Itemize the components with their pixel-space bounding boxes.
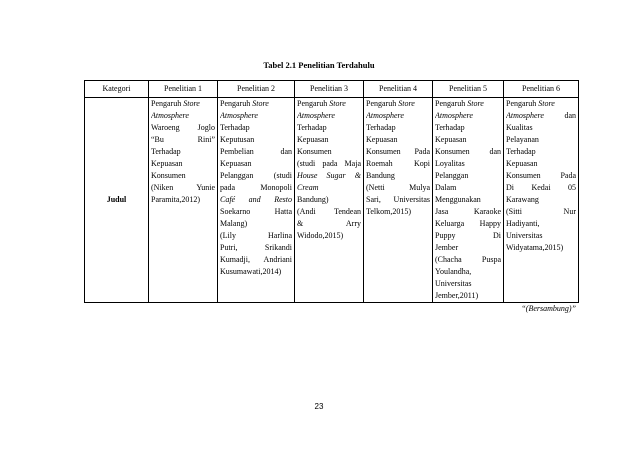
cell-line bbox=[220, 206, 292, 218]
cell-text: Konsumen bbox=[297, 147, 332, 156]
cell-penelitian-2 bbox=[218, 98, 295, 303]
cell-text: Pengaruh bbox=[220, 99, 253, 108]
cell-line bbox=[435, 254, 501, 266]
cell-text: Widodo,2015) bbox=[297, 231, 344, 240]
cell-text: House Sugar & bbox=[297, 171, 361, 180]
cell-line bbox=[366, 110, 430, 122]
cell-line bbox=[297, 194, 361, 206]
cell-line bbox=[506, 170, 576, 182]
previous-research-table bbox=[84, 80, 579, 303]
cell-line bbox=[151, 182, 215, 194]
cell-text: Waroeng Joglo bbox=[151, 123, 215, 132]
cell-text: Kualitas bbox=[506, 123, 533, 132]
cell-line bbox=[366, 194, 430, 206]
cell-line bbox=[435, 194, 501, 206]
cell-text: Pelanggan bbox=[435, 171, 469, 180]
cell-text: Di Kedai 05 bbox=[506, 183, 576, 192]
cell-text: (Andi Tendean bbox=[297, 207, 361, 216]
cell-text: Atmosphere bbox=[151, 111, 189, 120]
cell-text: (Lily Harlina bbox=[220, 231, 292, 240]
cell-penelitian-3 bbox=[295, 98, 364, 303]
cell-line bbox=[297, 146, 361, 158]
cell-text: pada Monopoli bbox=[220, 183, 292, 192]
cell-text: Pengaruh bbox=[297, 99, 330, 108]
cell-text: Konsumen Pada bbox=[506, 171, 576, 180]
cell-text: Jember bbox=[435, 243, 459, 252]
cell-line bbox=[297, 170, 361, 182]
cell-text: Universitas bbox=[435, 279, 472, 288]
cell-text: Hadiyanti, bbox=[506, 219, 540, 228]
cell-text: Terhadap bbox=[297, 123, 327, 132]
cell-line bbox=[506, 242, 576, 254]
cell-text: (Netti Mulya bbox=[366, 183, 430, 192]
cell-text: Sari, Universitas bbox=[366, 195, 430, 204]
cell-line bbox=[435, 158, 501, 170]
cell-line bbox=[220, 230, 292, 242]
table-row bbox=[85, 98, 579, 303]
cell-line bbox=[435, 218, 501, 230]
cell-line bbox=[297, 122, 361, 134]
cell-text: Youlandha, bbox=[435, 267, 472, 276]
cell-line bbox=[506, 218, 576, 230]
cell-line bbox=[151, 170, 215, 182]
cell-text: Terhadap bbox=[506, 147, 536, 156]
header-penelitian-6: Penelitian 6 bbox=[504, 81, 579, 98]
row-label-judul: Judul bbox=[85, 98, 149, 303]
cell-line bbox=[220, 266, 292, 278]
cell-text: Keluarga Happy bbox=[435, 219, 501, 228]
cell-text: Telkom,2015) bbox=[366, 207, 411, 216]
cell-line bbox=[506, 230, 576, 242]
cell-text: Pengaruh bbox=[151, 99, 184, 108]
cell-text: Atmosphere bbox=[435, 111, 473, 120]
cell-line bbox=[366, 134, 430, 146]
cell-line bbox=[366, 122, 430, 134]
cell-line bbox=[366, 170, 430, 182]
cell-line bbox=[220, 110, 292, 122]
cell-text: Kusumawati,2014) bbox=[220, 267, 282, 276]
cell-line bbox=[506, 206, 576, 218]
cell-text: Konsumen dan bbox=[435, 147, 501, 156]
cell-line bbox=[435, 182, 501, 194]
cell-text: Store bbox=[538, 99, 555, 108]
cell-line bbox=[506, 182, 576, 194]
cell-line bbox=[435, 290, 501, 302]
cell-text: & Arry bbox=[297, 219, 361, 228]
cell-text: Terhadap bbox=[151, 147, 181, 156]
cell-text: Putri, Srikandi bbox=[220, 243, 292, 252]
cell-line bbox=[151, 146, 215, 158]
cell-text: Store bbox=[252, 99, 269, 108]
cell-penelitian-1 bbox=[149, 98, 218, 303]
cell-text: (Chacha Puspa bbox=[435, 255, 501, 264]
cell-text: Pelanggan (studi bbox=[220, 171, 292, 180]
cell-line bbox=[220, 182, 292, 194]
cell-line bbox=[297, 206, 361, 218]
cell-text: Jember,2011) bbox=[435, 291, 479, 300]
cell-text: Kepuasan bbox=[220, 159, 252, 168]
cell-line bbox=[435, 170, 501, 182]
table-caption: Tabel 2.1 Penelitian Terdahulu bbox=[263, 60, 375, 70]
cell-text: Terhadap bbox=[435, 123, 465, 132]
cell-penelitian-5 bbox=[433, 98, 504, 303]
cell-line bbox=[151, 122, 215, 134]
cell-line bbox=[366, 146, 430, 158]
cell-penelitian-4 bbox=[364, 98, 433, 303]
cell-line bbox=[506, 194, 576, 206]
cell-line bbox=[435, 230, 501, 242]
header-penelitian-3: Penelitian 3 bbox=[295, 81, 364, 98]
cell-line bbox=[151, 134, 215, 146]
cell-line bbox=[297, 98, 361, 110]
cell-line bbox=[506, 98, 576, 110]
cell-text: Pengaruh bbox=[506, 99, 539, 108]
cell-text: Dalam bbox=[435, 183, 457, 192]
cell-text: Pengaruh bbox=[435, 99, 468, 108]
cell-text: Café and Resto bbox=[220, 195, 292, 204]
cell-text: Store bbox=[467, 99, 484, 108]
cell-text: Roemah Kopi bbox=[366, 159, 430, 168]
cell-text: (Niken Yunie bbox=[151, 183, 215, 192]
cell-text: Store bbox=[329, 99, 346, 108]
cell-text: Kumadji, Andriani bbox=[220, 255, 292, 264]
header-row bbox=[85, 81, 579, 98]
cell-line bbox=[151, 110, 215, 122]
cell-line bbox=[220, 254, 292, 266]
cell-line bbox=[220, 122, 292, 134]
cell-line bbox=[506, 134, 576, 146]
cell-line bbox=[435, 122, 501, 134]
cell-text: Atmosphere bbox=[506, 111, 544, 120]
cell-text: Terhadap bbox=[220, 123, 250, 132]
cell-text: Atmosphere bbox=[297, 111, 335, 120]
continued-note: “(Bersambung)” bbox=[521, 304, 576, 313]
cell-text: Kepuasan bbox=[506, 159, 538, 168]
cell-line bbox=[220, 242, 292, 254]
header-penelitian-1: Penelitian 1 bbox=[149, 81, 218, 98]
cell-text: Malang) bbox=[220, 219, 248, 228]
cell-line bbox=[506, 110, 576, 122]
cell-line bbox=[297, 230, 361, 242]
cell-text: Paramita,2012) bbox=[151, 195, 201, 204]
cell-text: Kepuasan bbox=[435, 135, 467, 144]
cell-text: Kepuasan bbox=[151, 159, 183, 168]
cell-line bbox=[220, 170, 292, 182]
cell-text: Soekarno Hatta bbox=[220, 207, 292, 216]
cell-line bbox=[366, 182, 430, 194]
cell-text: Atmosphere bbox=[220, 111, 258, 120]
cell-text: Store bbox=[398, 99, 415, 108]
cell-line bbox=[297, 158, 361, 170]
cell-line bbox=[435, 146, 501, 158]
cell-line bbox=[151, 194, 215, 206]
cell-text: (studi pada Maja bbox=[297, 159, 361, 168]
cell-text: Kepuasan bbox=[366, 135, 398, 144]
cell-line bbox=[297, 182, 361, 194]
cell-text: Kepuasan bbox=[297, 135, 329, 144]
cell-line bbox=[220, 146, 292, 158]
cell-line bbox=[366, 98, 430, 110]
cell-line bbox=[151, 98, 215, 110]
cell-text: Loyalitas bbox=[435, 159, 465, 168]
cell-text: Bandung bbox=[366, 171, 395, 180]
cell-text: Pembelian dan bbox=[220, 147, 292, 156]
header-penelitian-2: Penelitian 2 bbox=[218, 81, 295, 98]
cell-line bbox=[435, 266, 501, 278]
cell-text: Atmosphere bbox=[366, 111, 404, 120]
cell-line bbox=[366, 206, 430, 218]
cell-text: Jasa Karaoke bbox=[435, 207, 501, 216]
cell-text: Menggunakan bbox=[435, 195, 481, 204]
cell-text: Store bbox=[183, 99, 200, 108]
cell-line bbox=[297, 110, 361, 122]
cell-text: Konsumen Pada bbox=[366, 147, 430, 156]
cell-text: Widyatama,2015) bbox=[506, 243, 564, 252]
page-number: 23 bbox=[314, 402, 324, 411]
cell-line bbox=[435, 242, 501, 254]
cell-text: Pengaruh bbox=[366, 99, 399, 108]
cell-text: Terhadap bbox=[366, 123, 396, 132]
header-kategori: Kategori bbox=[85, 81, 149, 98]
cell-line bbox=[297, 218, 361, 230]
cell-text: Puppy Di bbox=[435, 231, 501, 240]
cell-text: dan bbox=[543, 111, 576, 120]
cell-text: Cream bbox=[297, 183, 319, 192]
cell-line bbox=[220, 158, 292, 170]
cell-line bbox=[151, 158, 215, 170]
cell-line bbox=[220, 194, 292, 206]
cell-text: Bandung) bbox=[297, 195, 329, 204]
cell-line bbox=[435, 278, 501, 290]
cell-line bbox=[220, 134, 292, 146]
cell-line bbox=[435, 98, 501, 110]
header-penelitian-4: Penelitian 4 bbox=[364, 81, 433, 98]
cell-line bbox=[506, 146, 576, 158]
cell-line bbox=[506, 158, 576, 170]
cell-line bbox=[435, 206, 501, 218]
cell-text: (Sitti Nur bbox=[506, 207, 576, 216]
cell-text: Karawang bbox=[506, 195, 539, 204]
cell-line bbox=[366, 158, 430, 170]
cell-text: “Bu Rini” bbox=[151, 135, 215, 144]
cell-text: Universitas bbox=[506, 231, 543, 240]
cell-line bbox=[297, 134, 361, 146]
header-penelitian-5: Penelitian 5 bbox=[433, 81, 504, 98]
cell-line bbox=[220, 218, 292, 230]
cell-penelitian-6 bbox=[504, 98, 579, 303]
cell-text: Keputusan bbox=[220, 135, 255, 144]
cell-line bbox=[506, 122, 576, 134]
cell-text: Konsumen bbox=[151, 171, 186, 180]
cell-line bbox=[220, 98, 292, 110]
cell-text: Pelayanan bbox=[506, 135, 539, 144]
cell-line bbox=[435, 134, 501, 146]
cell-line bbox=[435, 110, 501, 122]
